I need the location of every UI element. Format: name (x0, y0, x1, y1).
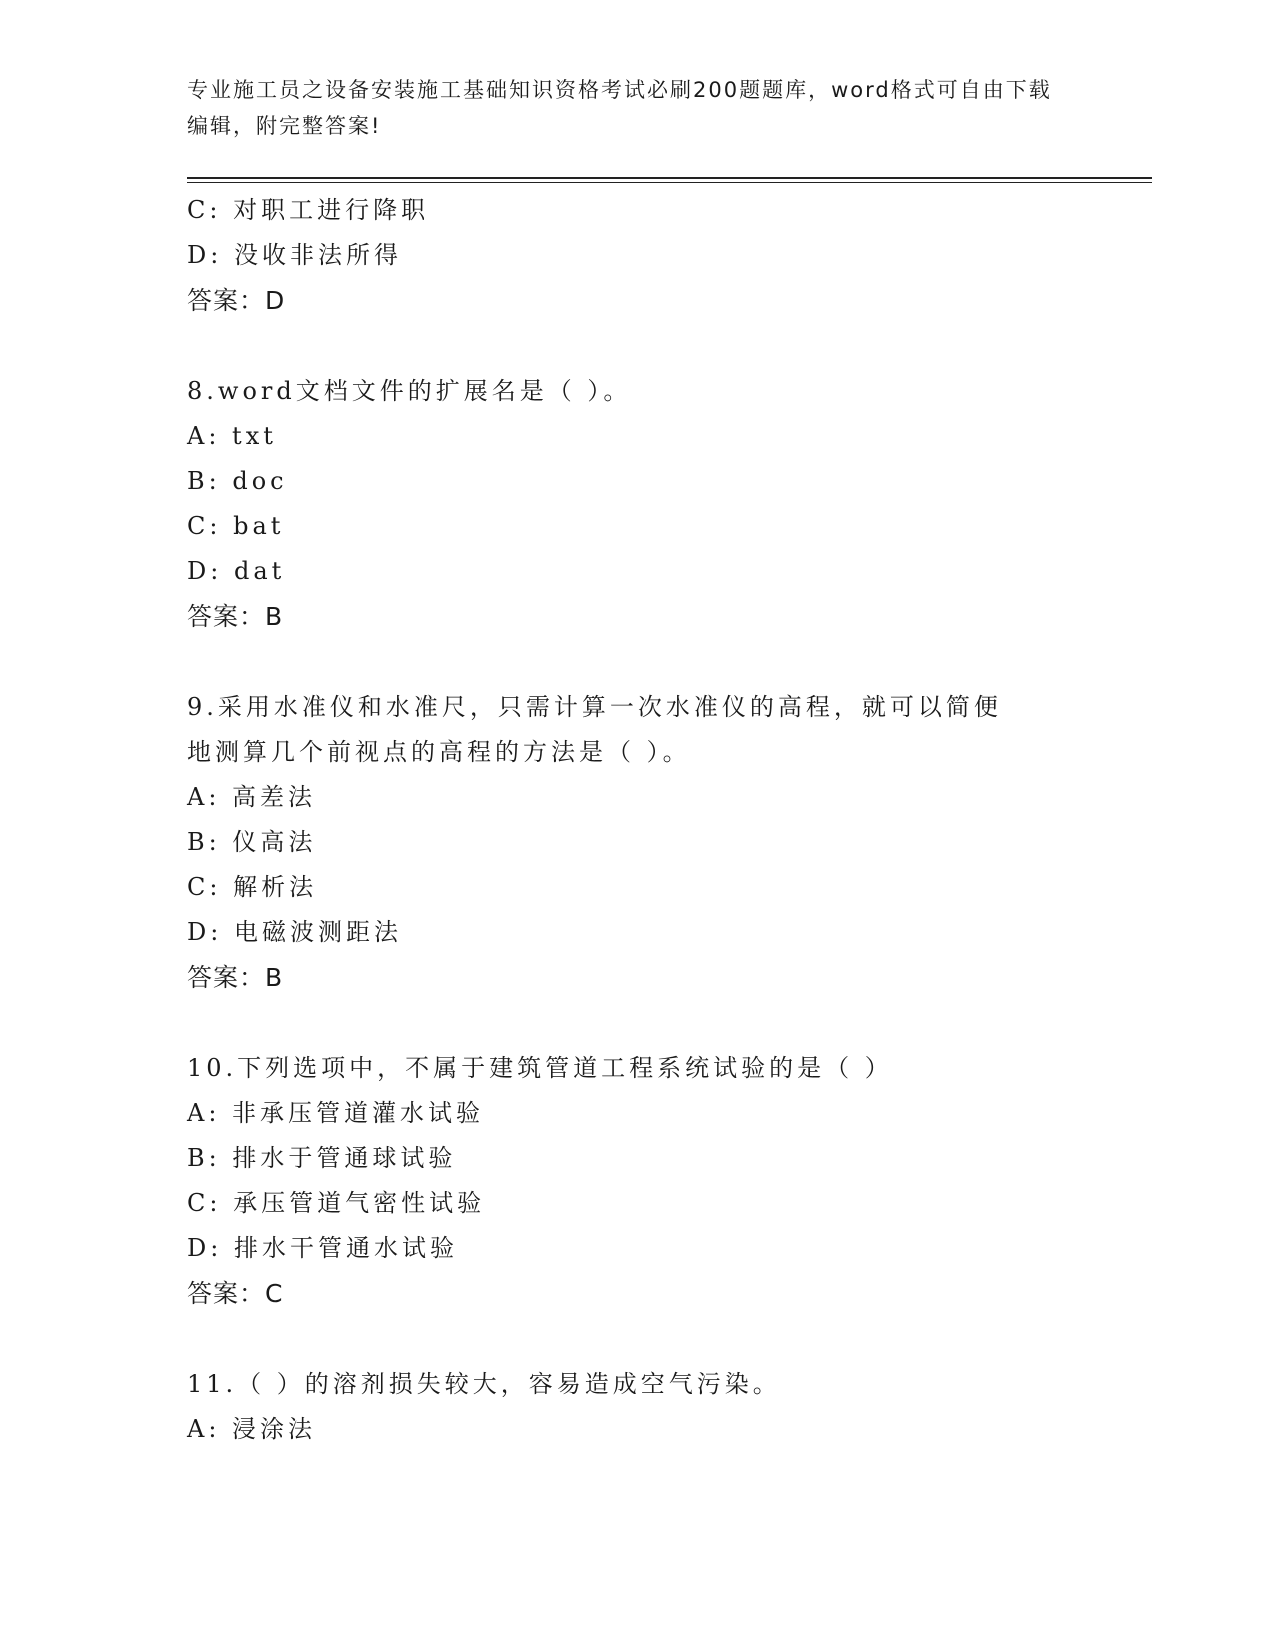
header-divider-thin (187, 182, 1152, 183)
question-11 (187, 1362, 1087, 1452)
option-c: C: 承压管道气密性试验 (187, 1189, 486, 1217)
answer-label: 答案：C (187, 1279, 284, 1308)
continued-question (187, 188, 1087, 323)
question-list (187, 188, 1087, 1452)
question-8 (187, 369, 1087, 639)
option-c: C: bat (187, 512, 285, 540)
document-header: 专业施工员之设备安装施工基础知识资格考试必刷200题题库，word格式可自由下载编辑，附完整答案! (187, 78, 1052, 138)
question-9 (187, 685, 1087, 1000)
question-stem: 11.（ ）的溶剂损失较大，容易造成空气污染。 (187, 1370, 781, 1398)
option-a: A: 非承压管道灌水试验 (187, 1099, 485, 1127)
option-a: A: txt (187, 422, 277, 450)
option-c: C: 解析法 (187, 873, 318, 901)
answer-label: 答案：B (187, 602, 284, 631)
answer-label: 答案：B (187, 963, 284, 992)
option-a: A: 浸涂法 (187, 1415, 317, 1443)
answer-label: 答案：D (187, 286, 286, 315)
option-b: B: doc (187, 467, 288, 495)
question-stem: 10.下列选项中，不属于建筑管道工程系统试验的是（ ） (187, 1054, 893, 1082)
option-d: D: dat (187, 557, 286, 585)
option-d: D: 没收非法所得 (187, 241, 402, 269)
question-10 (187, 1046, 1087, 1316)
option-d: D: 排水干管通水试验 (187, 1234, 458, 1262)
option-b: B: 排水于管通球试验 (187, 1144, 457, 1172)
option-c: C: 对职工进行降职 (187, 196, 430, 224)
header-divider (187, 177, 1152, 179)
question-stem: 8.word文档文件的扩展名是（ ）。 (187, 377, 632, 405)
option-d: D: 电磁波测距法 (187, 918, 402, 946)
question-stem: 9.采用水准仪和水准尺，只需计算一次水准仪的高程，就可以简便地测算几个前视点的高程的方法是（ ）。 (187, 693, 1002, 766)
option-b: B: 仪高法 (187, 828, 317, 856)
option-a: A: 高差法 (187, 783, 317, 811)
